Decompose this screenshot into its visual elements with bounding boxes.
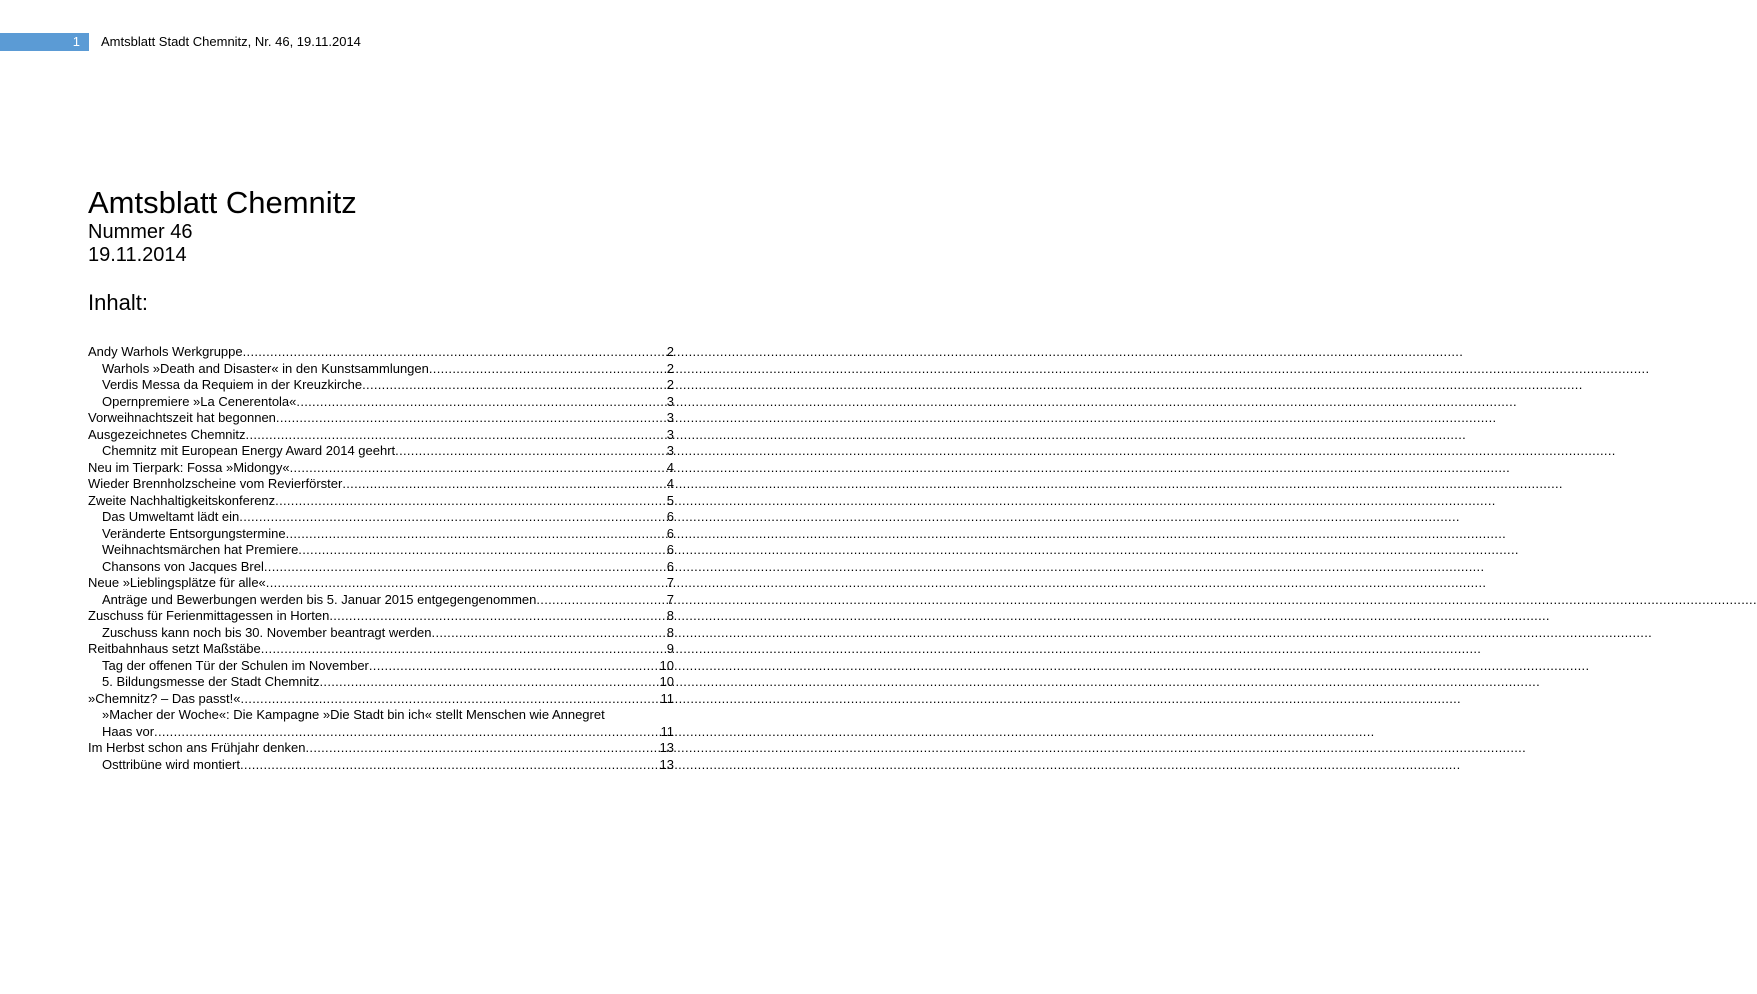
toc-leader bbox=[395, 443, 666, 460]
toc-entry[interactable] bbox=[88, 641, 674, 658]
toc-entry-page: 3 bbox=[666, 393, 674, 409]
toc-entry[interactable] bbox=[88, 757, 674, 774]
toc-entry-page: 10 bbox=[659, 657, 674, 673]
toc-entry-title: Zuschuss kann noch bis 30. November beantragt werden bbox=[102, 624, 432, 640]
toc-leader bbox=[239, 509, 665, 526]
toc-entry-page: 13 bbox=[659, 756, 674, 772]
toc-entry[interactable] bbox=[88, 476, 674, 493]
toc-entry-page: 11 bbox=[660, 723, 674, 739]
toc-entry-page: 2 bbox=[666, 377, 674, 392]
toc-entry-title: Warhols »Death and Disaster« in den Kunstsammlungen bbox=[102, 360, 429, 376]
toc-entry-page: 2 bbox=[666, 360, 674, 376]
toc-entry[interactable] bbox=[88, 361, 674, 378]
toc-entry-title: Reitbahnhaus setzt Maßstäbe bbox=[88, 641, 261, 656]
toc-leader bbox=[276, 410, 666, 427]
toc-entry-title: Wieder Brennholzscheine vom Revierförster bbox=[88, 476, 343, 491]
toc-entry-title: Haas vor bbox=[102, 723, 155, 739]
toc-entry[interactable] bbox=[88, 509, 674, 526]
toc-entry-title: Anträge und Bewerbungen werden bis 5. Januar 2015 entgegengenommen bbox=[102, 591, 537, 607]
toc-entry-page: 6 bbox=[666, 558, 674, 574]
toc-entry-title: Tag der offenen Tür der Schulen im November bbox=[102, 657, 369, 673]
toc-entry-page: 7 bbox=[666, 591, 674, 607]
toc-entry-title: Zweite Nachhaltigkeitskonferenz bbox=[88, 492, 276, 508]
toc-entry-title-line[interactable]: »Macher der Woche«: Die Kampagne »Die Stadt bin ich« stellt Menschen wie Annegret bbox=[102, 707, 605, 722]
toc-entry[interactable] bbox=[88, 740, 674, 757]
toc-entry[interactable] bbox=[88, 460, 674, 477]
toc-leader bbox=[342, 476, 665, 493]
toc-entry-title: Das Umweltamt lädt ein bbox=[102, 509, 240, 524]
toc-entry-page: 8 bbox=[666, 624, 674, 640]
toc-entry-title: Weihnachtsmärchen hat Premiere bbox=[102, 542, 299, 557]
toc-entry-title: Andy Warhols Werkgruppe bbox=[88, 344, 243, 359]
toc-leader bbox=[536, 592, 665, 609]
toc-entry-page: 9 bbox=[666, 641, 674, 656]
toc-leader bbox=[296, 394, 665, 411]
toc-entry-title: »Chemnitz? – Das passt!« bbox=[88, 690, 241, 706]
toc-entry[interactable] bbox=[88, 658, 674, 675]
toc-entry-title: Veränderte Entsorgungstermine bbox=[102, 525, 286, 541]
toc-entry-title: 5. Bildungsmesse der Stadt Chemnitz bbox=[102, 674, 320, 689]
toc-leader bbox=[246, 427, 666, 444]
toc-entry-page: 4 bbox=[666, 476, 674, 491]
document-title: Amtsblatt Chemnitz bbox=[88, 185, 357, 220]
toc-leader bbox=[306, 740, 659, 757]
toc-entry-title: Chemnitz mit European Energy Award 2014 geehrt bbox=[102, 443, 396, 458]
toc-leader bbox=[369, 658, 659, 675]
toc-entry[interactable] bbox=[88, 410, 674, 427]
issue-date: 19.11.2014 bbox=[88, 244, 187, 266]
toc-entry-page: 6 bbox=[666, 542, 674, 557]
toc-entry-page: 3 bbox=[666, 410, 674, 425]
toc-entry-page: 3 bbox=[666, 443, 674, 458]
toc-leader bbox=[240, 757, 659, 774]
table-of-contents bbox=[88, 344, 674, 773]
toc-leader bbox=[243, 344, 666, 361]
toc-heading: Inhalt: bbox=[88, 290, 148, 315]
toc-entry[interactable] bbox=[88, 394, 674, 411]
toc-entry[interactable] bbox=[88, 575, 674, 592]
toc-entry-page: 6 bbox=[666, 509, 674, 524]
toc-entry-page: 13 bbox=[659, 740, 674, 755]
running-header bbox=[0, 33, 768, 51]
toc-leader bbox=[261, 641, 666, 658]
toc-entry-title: Zuschuss für Ferienmittagessen in Horten bbox=[88, 608, 330, 623]
toc-entry-title: Verdis Messa da Requiem in der Kreuzkirche bbox=[102, 377, 363, 392]
toc-leader bbox=[432, 625, 666, 642]
toc-entry[interactable] bbox=[88, 542, 674, 559]
toc-entry-page: 5 bbox=[666, 492, 674, 508]
toc-entry-page: 10 bbox=[659, 674, 674, 689]
toc-entry-page: 4 bbox=[666, 459, 674, 475]
toc-leader bbox=[290, 460, 666, 477]
toc-entry-title: Osttribüne wird montiert bbox=[102, 756, 240, 772]
toc-entry-title: Im Herbst schon ans Frühjahr denken bbox=[88, 740, 306, 755]
toc-entry[interactable] bbox=[88, 625, 674, 642]
toc-entry-title: Opernpremiere »La Cenerentola« bbox=[102, 393, 297, 409]
toc-entry[interactable] bbox=[88, 427, 674, 444]
toc-entry-title: Vorweihnachtszeit hat begonnen bbox=[88, 410, 276, 425]
toc-entry-title: Neu im Tierpark: Fossa »Midongy« bbox=[88, 459, 290, 475]
toc-leader bbox=[298, 542, 665, 559]
toc-entry-title: Ausgezeichnetes Chemnitz bbox=[88, 426, 246, 442]
toc-leader bbox=[320, 674, 659, 691]
toc-entry[interactable] bbox=[88, 559, 674, 576]
toc-entry-page: 2 bbox=[666, 344, 674, 359]
toc-leader bbox=[275, 493, 666, 510]
toc-entry[interactable] bbox=[88, 674, 674, 691]
toc-entry-title: Neue »Lieblingsplätze für alle« bbox=[88, 575, 266, 590]
toc-entry-title: Chansons von Jacques Brel bbox=[102, 558, 264, 574]
toc-entry-page: 3 bbox=[666, 426, 674, 442]
toc-entry-page: 7 bbox=[666, 575, 674, 590]
toc-entry[interactable] bbox=[88, 443, 674, 460]
page-number-badge bbox=[0, 33, 89, 51]
toc-entry[interactable] bbox=[88, 493, 674, 510]
toc-entry-page: 6 bbox=[666, 525, 674, 541]
toc-entry[interactable] bbox=[88, 592, 674, 609]
toc-leader bbox=[429, 361, 666, 378]
toc-entry[interactable] bbox=[88, 344, 674, 361]
toc-leader bbox=[286, 526, 666, 543]
toc-leader bbox=[362, 377, 666, 394]
toc-leader bbox=[154, 724, 659, 741]
toc-leader bbox=[240, 691, 659, 708]
toc-entry[interactable] bbox=[88, 691, 674, 708]
toc-entry[interactable] bbox=[88, 377, 674, 394]
issue-number: Nummer 46 bbox=[88, 221, 193, 243]
toc-entry[interactable] bbox=[88, 608, 674, 625]
toc-entry-page: 11 bbox=[660, 690, 674, 706]
running-title: Amtsblatt Stadt Chemnitz, Nr. 46, 19.11.2014 bbox=[101, 34, 361, 49]
page-number: 1 bbox=[72, 34, 80, 49]
toc-leader bbox=[329, 608, 665, 625]
toc-entry-page: 8 bbox=[666, 608, 674, 623]
toc-entry[interactable] bbox=[88, 724, 674, 741]
toc-entry[interactable] bbox=[88, 526, 674, 543]
toc-leader bbox=[264, 559, 666, 576]
toc-leader bbox=[266, 575, 666, 592]
